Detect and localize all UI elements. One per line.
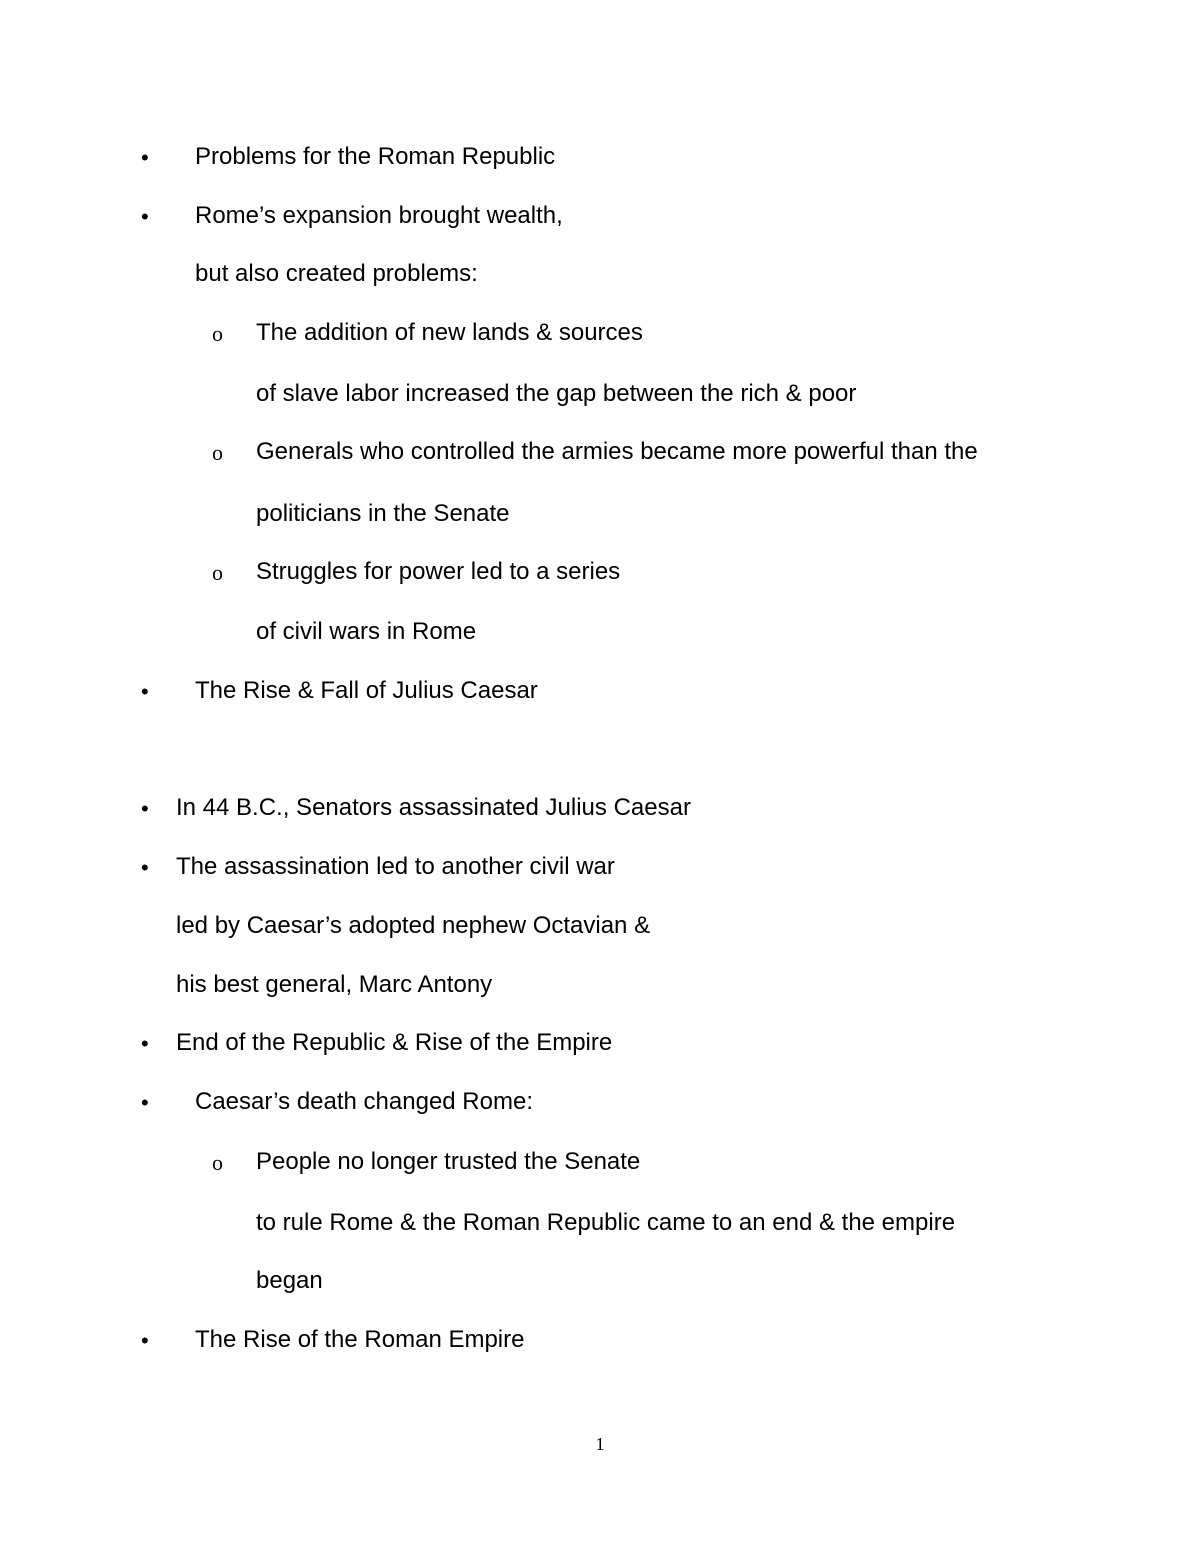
sub-list-item-continuation: to rule Rome & the Roman Republic came to an end & the empire [256,1209,956,1236]
sub-list-item-text: People no longer trusted the Senate [256,1148,641,1175]
bullet-icon: • [141,796,149,821]
sub-list-item-continuation: politicians in the Senate [256,500,510,527]
sub-bullet-icon: o [212,321,223,346]
list-item-text: The Rise of the Roman Empire [195,1326,525,1353]
list-item-continuation: but also created problems: [195,260,478,287]
bullet-icon: • [141,1328,149,1353]
bullet-icon: • [141,855,149,880]
list-item-text: In 44 B.C., Senators assassinated Julius Caesar [176,794,691,821]
page-number: 1 [595,1434,605,1454]
list-item-text: Caesar’s death changed Rome: [195,1088,533,1115]
list-item-continuation: his best general, Marc Antony [176,971,493,998]
bullet-icon: • [141,679,149,704]
list-item-text: Rome’s expansion brought wealth, [195,202,563,229]
sub-list-item-continuation: of slave labor increased the gap between the rich & poor [256,380,857,407]
list-item-text: The assassination led to another civil war [176,853,615,880]
list-item-continuation: led by Caesar’s adopted nephew Octavian & [176,912,651,939]
sub-list-item-continuation: of civil wars in Rome [256,618,477,645]
bullet-icon: • [141,1031,149,1056]
sub-list-item-text: Struggles for power led to a series [256,558,621,585]
list-item-text: End of the Republic & Rise of the Empire [176,1029,613,1056]
list-item-text: Problems for the Roman Republic [195,143,556,170]
sub-list-item-continuation: began [256,1267,323,1294]
sub-list-item-text: Generals who controlled the armies became more powerful than the [256,438,978,465]
sub-bullet-icon: o [212,440,223,465]
sub-list-item-text: The addition of new lands & sources [256,319,643,346]
bullet-icon: • [141,204,149,229]
bullet-icon: • [141,1090,149,1115]
list-item-text: The Rise & Fall of Julius Caesar [195,677,538,704]
bullet-icon: • [141,145,149,170]
sub-bullet-icon: o [212,1150,223,1175]
sub-bullet-icon: o [212,560,223,585]
